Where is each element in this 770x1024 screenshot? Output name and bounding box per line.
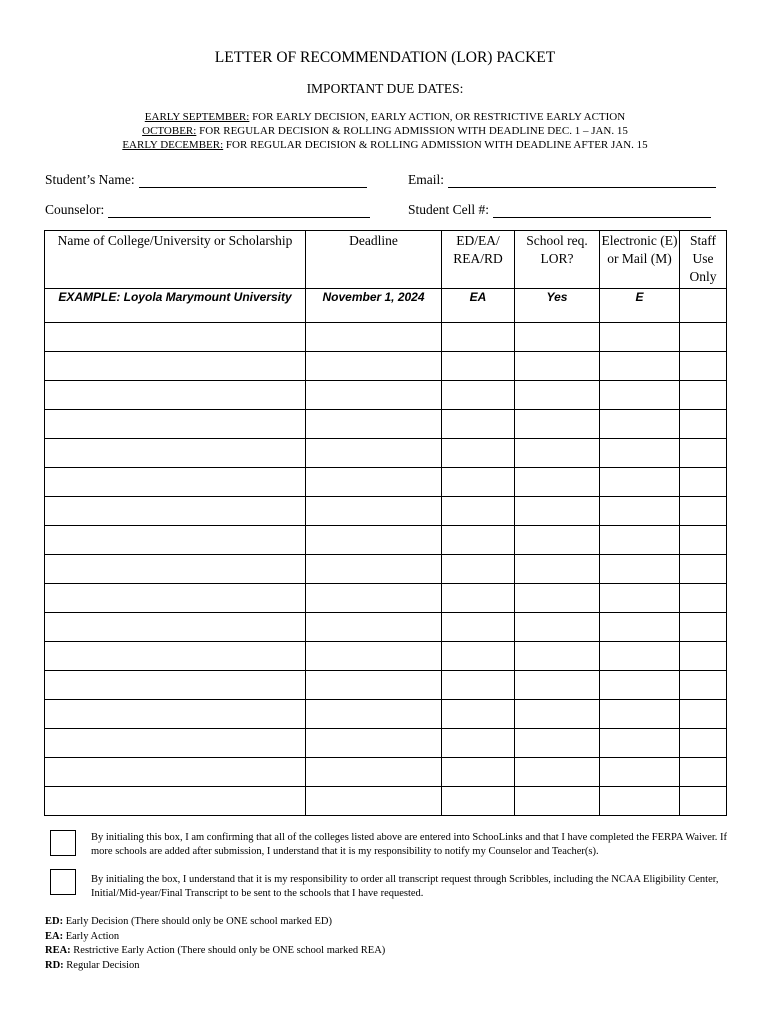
table-cell[interactable] xyxy=(600,729,680,758)
table-cell[interactable] xyxy=(442,613,515,642)
table-cell[interactable] xyxy=(680,671,727,700)
table-cell[interactable] xyxy=(515,410,600,439)
transcript-initial-checkbox[interactable] xyxy=(50,869,76,895)
table-cell[interactable] xyxy=(442,671,515,700)
legend-item xyxy=(45,944,385,959)
table-cell[interactable] xyxy=(442,758,515,787)
table-cell[interactable] xyxy=(306,671,442,700)
table-cell[interactable] xyxy=(442,700,515,729)
ferpa-initial-checkbox[interactable] xyxy=(50,830,76,856)
table-row xyxy=(45,555,727,584)
table-cell[interactable] xyxy=(515,497,600,526)
table-cell[interactable] xyxy=(600,468,680,497)
legend-item xyxy=(45,959,385,974)
header-decision-type: ED/EA/ REA/RD xyxy=(442,231,515,289)
legend-text: Regular Decision xyxy=(63,959,140,971)
legend-abbr: ED: xyxy=(45,916,64,927)
legend-item xyxy=(45,915,385,930)
table-cell[interactable] xyxy=(306,642,442,671)
table-cell[interactable] xyxy=(442,439,515,468)
table-cell[interactable] xyxy=(45,323,306,352)
legend-abbr: REA: xyxy=(45,945,71,956)
table-cell[interactable] xyxy=(600,381,680,410)
table-cell[interactable] xyxy=(515,729,600,758)
email-field xyxy=(408,172,716,188)
header-school-req-lor: School req. LOR? xyxy=(515,231,600,289)
due-date-line xyxy=(0,124,770,138)
table-cell[interactable] xyxy=(515,613,600,642)
table-cell[interactable] xyxy=(306,323,442,352)
student-name-label: Student’s Name: xyxy=(45,172,135,187)
example-row xyxy=(45,289,727,323)
table-cell[interactable] xyxy=(45,700,306,729)
table-cell[interactable] xyxy=(680,497,727,526)
table-row xyxy=(45,729,727,758)
table-cell[interactable] xyxy=(680,352,727,381)
table-cell[interactable] xyxy=(680,787,727,816)
table-cell[interactable] xyxy=(442,729,515,758)
table-cell[interactable] xyxy=(45,584,306,613)
table-row xyxy=(45,526,727,555)
counselor-field xyxy=(45,202,370,218)
table-cell[interactable] xyxy=(680,526,727,555)
table-cell[interactable] xyxy=(600,787,680,816)
example-lor: Yes xyxy=(515,289,600,323)
table-cell[interactable] xyxy=(600,758,680,787)
table-cell[interactable] xyxy=(306,584,442,613)
table-cell[interactable] xyxy=(442,323,515,352)
table-cell[interactable] xyxy=(45,468,306,497)
table-row xyxy=(45,613,727,642)
table-cell[interactable] xyxy=(600,642,680,671)
example-method: E xyxy=(600,289,680,323)
header-submission-method: Electronic (E) or Mail (M) xyxy=(600,231,680,289)
table-cell[interactable] xyxy=(442,468,515,497)
table-cell[interactable] xyxy=(680,381,727,410)
legend-text: Early Action xyxy=(63,930,120,942)
table-cell[interactable] xyxy=(515,584,600,613)
student-name-input[interactable] xyxy=(139,173,367,188)
table-cell[interactable] xyxy=(442,555,515,584)
table-cell[interactable] xyxy=(600,700,680,729)
due-date-text: FOR REGULAR DECISION & ROLLING ADMISSION WITH DEADLINE DEC. 1 – JAN. 15 xyxy=(196,125,628,137)
table-cell[interactable] xyxy=(680,613,727,642)
table-cell[interactable] xyxy=(306,410,442,439)
table-cell[interactable] xyxy=(515,526,600,555)
table-cell[interactable] xyxy=(442,584,515,613)
table-cell[interactable] xyxy=(442,352,515,381)
table-cell[interactable] xyxy=(306,729,442,758)
table-cell[interactable] xyxy=(442,381,515,410)
table-cell[interactable] xyxy=(45,526,306,555)
table-cell[interactable] xyxy=(45,758,306,787)
student-cell-label: Student Cell #: xyxy=(408,202,489,217)
table-cell[interactable] xyxy=(306,700,442,729)
table-row xyxy=(45,787,727,816)
transcript-acknowledgement-text: By initialing the box, I understand that it is my responsibility to order all transcript request through Scribbles, including the NCAA Eligibility Center, Initial/Mid-year/Final Transcript to be sent to the schools that I have requested. xyxy=(91,874,719,899)
table-cell[interactable] xyxy=(600,526,680,555)
table-cell[interactable] xyxy=(45,613,306,642)
table-cell[interactable] xyxy=(306,787,442,816)
table-cell[interactable] xyxy=(45,555,306,584)
table-row xyxy=(45,352,727,381)
table-cell[interactable] xyxy=(515,439,600,468)
table-cell[interactable] xyxy=(680,468,727,497)
example-staff xyxy=(680,289,727,323)
header-staff-use: Staff Use Only xyxy=(680,231,727,289)
table-cell[interactable] xyxy=(515,352,600,381)
table-cell[interactable] xyxy=(680,642,727,671)
page-title: LETTER OF RECOMMENDATION (LOR) PACKET xyxy=(214,49,556,66)
table-row xyxy=(45,468,727,497)
table-cell[interactable] xyxy=(306,758,442,787)
table-cell[interactable] xyxy=(515,758,600,787)
table-row xyxy=(45,439,727,468)
student-cell-field xyxy=(408,202,711,218)
table-cell[interactable] xyxy=(515,787,600,816)
due-date-line xyxy=(0,110,770,124)
example-college: EXAMPLE: Loyola Marymount University xyxy=(45,289,306,323)
header-deadline: Deadline xyxy=(306,231,442,289)
table-cell[interactable] xyxy=(45,642,306,671)
student-cell-input[interactable] xyxy=(493,203,711,218)
table-cell[interactable] xyxy=(600,410,680,439)
abbreviation-legend xyxy=(45,915,385,973)
table-cell[interactable] xyxy=(442,526,515,555)
due-dates-list xyxy=(0,110,770,152)
legend-text: Early Decision (There should only be ONE school marked ED) xyxy=(63,916,332,927)
table-cell[interactable] xyxy=(45,787,306,816)
table-cell[interactable] xyxy=(45,381,306,410)
table-cell[interactable] xyxy=(680,700,727,729)
table-row xyxy=(45,584,727,613)
table-row xyxy=(45,323,727,352)
table-cell[interactable] xyxy=(515,671,600,700)
due-date-text: FOR EARLY DECISION, EARLY ACTION, OR RESTRICTIVE EARLY ACTION xyxy=(249,111,626,123)
table-row xyxy=(45,758,727,787)
table-cell[interactable] xyxy=(600,613,680,642)
counselor-input[interactable] xyxy=(108,203,370,218)
table-cell[interactable] xyxy=(306,555,442,584)
table-row xyxy=(45,497,727,526)
due-date-line xyxy=(0,138,770,152)
table-cell[interactable] xyxy=(45,497,306,526)
table-cell[interactable] xyxy=(600,555,680,584)
table-cell[interactable] xyxy=(515,381,600,410)
student-name-field xyxy=(45,172,367,188)
table-cell[interactable] xyxy=(45,352,306,381)
table-cell[interactable] xyxy=(600,323,680,352)
example-deadline: November 1, 2024 xyxy=(306,289,442,323)
due-date-label: OCTOBER: xyxy=(142,125,197,137)
due-date-label: EARLY DECEMBER: xyxy=(122,139,224,151)
table-cell[interactable] xyxy=(680,758,727,787)
table-cell[interactable] xyxy=(680,323,727,352)
table-cell[interactable] xyxy=(306,381,442,410)
counselor-label: Counselor: xyxy=(45,202,105,217)
legend-item xyxy=(45,930,385,945)
table-cell[interactable] xyxy=(45,439,306,468)
table-row xyxy=(45,671,727,700)
example-type: EA xyxy=(442,289,515,323)
legend-abbr: RD: xyxy=(45,959,64,971)
table-cell[interactable] xyxy=(680,439,727,468)
table-cell[interactable] xyxy=(306,352,442,381)
table-cell[interactable] xyxy=(442,642,515,671)
table-row xyxy=(45,410,727,439)
ferpa-acknowledgement-text: By initialing this box, I am confirming that all of the colleges listed above are entered into SchooLinks and that I have completed the FERPA Waiver. If more schools are added after submission, I understand that it is my responsibility to notify my Counselor and Teacher(s). xyxy=(91,832,728,857)
table-cell[interactable] xyxy=(442,787,515,816)
email-input[interactable] xyxy=(448,173,716,188)
legend-text: Restrictive Early Action (There should only be ONE school marked REA) xyxy=(70,945,386,956)
table-cell[interactable] xyxy=(442,410,515,439)
table-cell[interactable] xyxy=(306,613,442,642)
table-cell[interactable] xyxy=(45,410,306,439)
table-cell[interactable] xyxy=(515,468,600,497)
table-cell[interactable] xyxy=(600,497,680,526)
due-date-text: FOR REGULAR DECISION & ROLLING ADMISSION WITH DEADLINE AFTER JAN. 15 xyxy=(223,139,648,151)
table-cell[interactable] xyxy=(442,497,515,526)
table-header-row xyxy=(45,231,727,289)
table-cell[interactable] xyxy=(306,468,442,497)
table-cell[interactable] xyxy=(600,584,680,613)
table-cell[interactable] xyxy=(515,323,600,352)
table-row xyxy=(45,700,727,729)
table-cell[interactable] xyxy=(680,555,727,584)
table-cell[interactable] xyxy=(515,700,600,729)
table-row xyxy=(45,642,727,671)
table-cell[interactable] xyxy=(680,729,727,758)
table-cell[interactable] xyxy=(306,526,442,555)
header-college: Name of College/University or Scholarship xyxy=(45,231,306,289)
table-cell[interactable] xyxy=(680,410,727,439)
table-cell[interactable] xyxy=(45,729,306,758)
email-label: Email: xyxy=(408,172,444,187)
legend-abbr: EA: xyxy=(45,930,64,942)
table-cell[interactable] xyxy=(45,671,306,700)
table-row xyxy=(45,381,727,410)
due-date-label: EARLY SEPTEMBER: xyxy=(144,111,250,123)
table-cell[interactable] xyxy=(600,352,680,381)
table-cell[interactable] xyxy=(306,439,442,468)
table-cell[interactable] xyxy=(600,671,680,700)
table-cell[interactable] xyxy=(306,497,442,526)
due-dates-heading: IMPORTANT DUE DATES: xyxy=(306,81,464,96)
college-list-table xyxy=(44,230,727,816)
table-cell[interactable] xyxy=(515,555,600,584)
table-cell[interactable] xyxy=(600,439,680,468)
table-cell[interactable] xyxy=(680,584,727,613)
table-cell[interactable] xyxy=(515,642,600,671)
